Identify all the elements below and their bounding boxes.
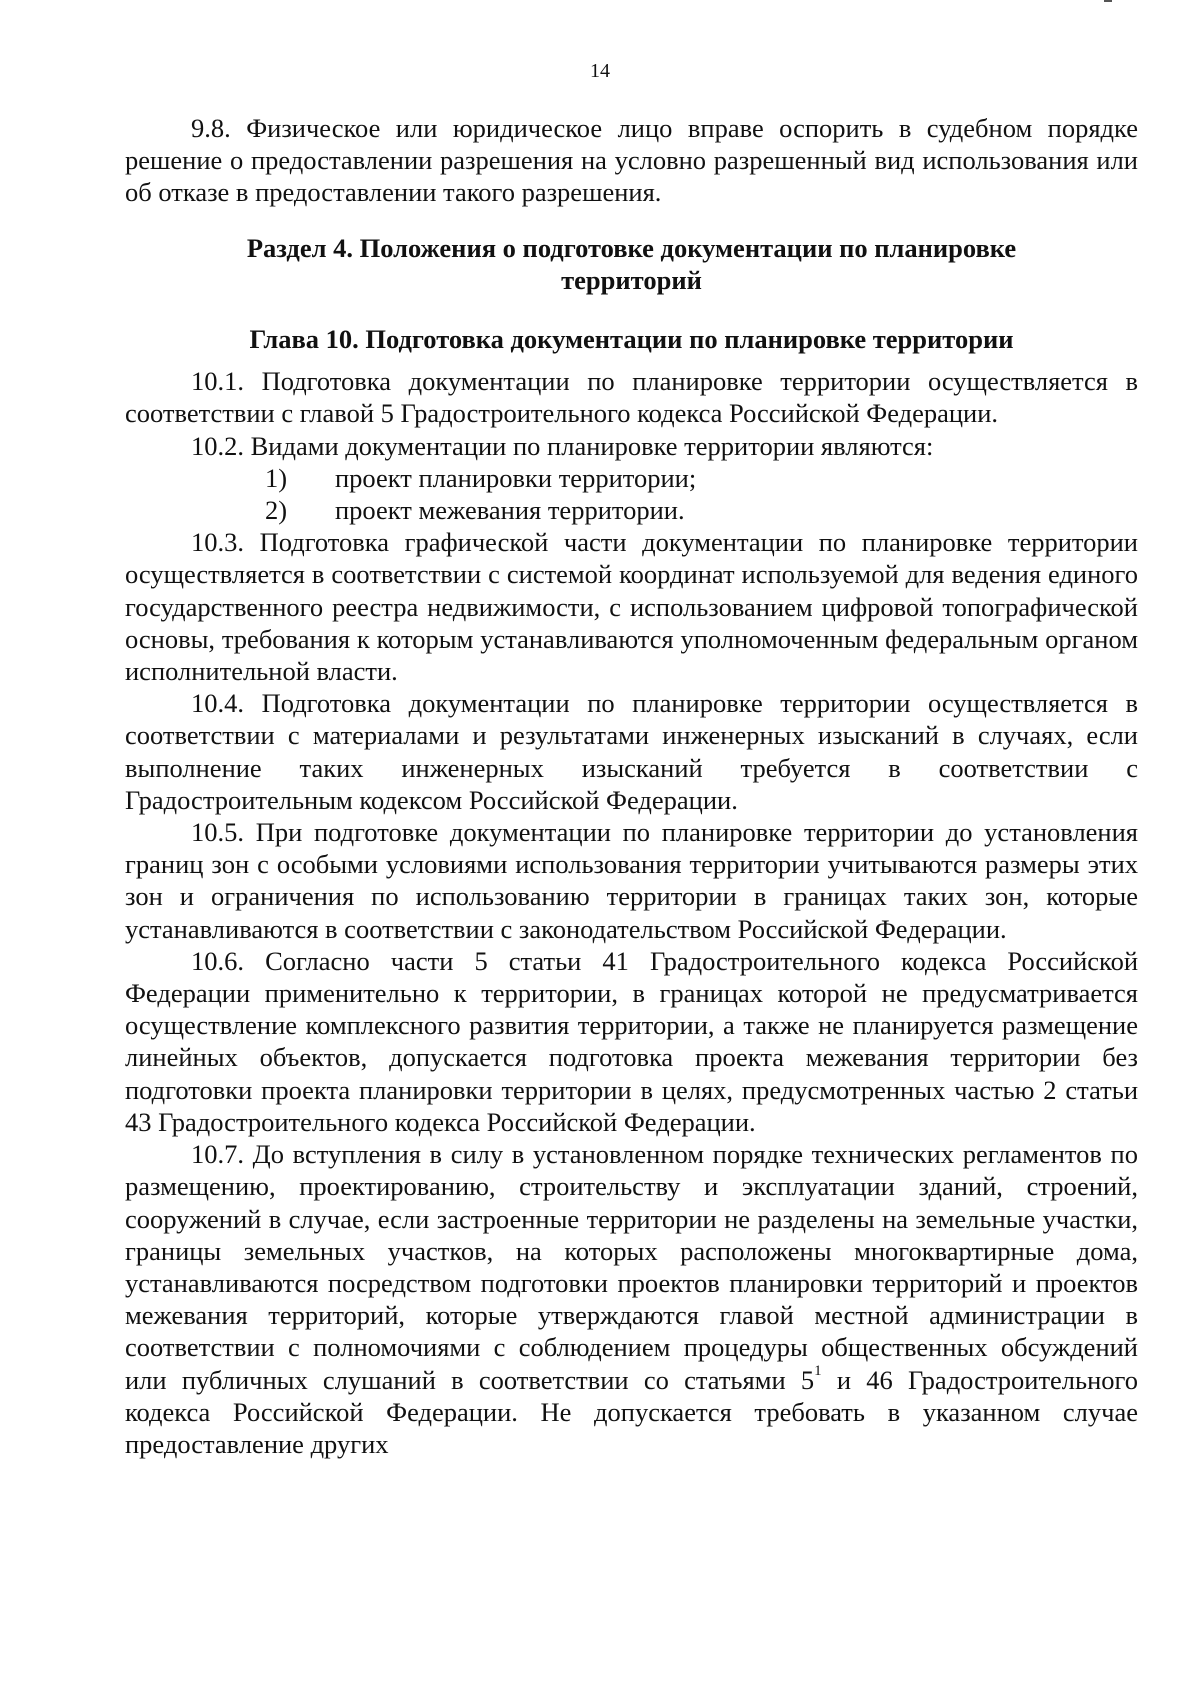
paragraph-10-4: 10.4. Подготовка документации по планировке территории осуществляется в соответствии с материалами и результатами инженерных изысканий в случаях, если выполнение таких инженерных изысканий требуется в соответствии с Градостроительным кодексом Российской Федерации. [125, 688, 1138, 815]
page-number: 14 [590, 60, 610, 82]
paragraph-10-7-continuation: и 46 Градостроительного кодекса Российской Федерации. Не допускается требовать в указанном случае предоставление других [125, 1364, 1138, 1459]
paragraph-10-2: 10.2. Видами документации по планировке территории являются: [191, 430, 934, 461]
scan-artifact [1104, 0, 1112, 2]
section-heading [125, 232, 1138, 296]
list-item-text: проект планировки территории; [335, 462, 697, 493]
paragraph-10-7 [125, 1138, 1138, 1460]
list-item [125, 494, 1138, 526]
list-item-number: 1) [265, 462, 288, 493]
section-heading-line-2: территорий [561, 264, 702, 295]
paragraph-9-8: 9.8. Физическое или юридическое лицо вправе оспорить в судебном порядке решение о предоставлении разрешения на условно разрешенный вид использования или об отказе в предоставлении такого разрешения. [125, 113, 1138, 208]
paragraph-10-5: 10.5. При подготовке документации по планировке территории до установления границ зон с особыми условиями использования территории учитываются размеры этих зон и ограничения по использованию территории в границах таких зон, которые устанавливаются в соответствии с законодательством Российской Федерации. [125, 817, 1138, 944]
list-item-number: 2) [265, 495, 288, 526]
paragraph-10-7-text: 10.7. До вступления в силу в установленном порядке технических регламентов по размещению, проектированию, строительству и эксплуатации зданий, строений, сооружений в случае, если застроенные территории не разделены на земельные участки, границы земельных участков, на которых расположены многоквартирные дома, устанавливаются посредством подготовки проектов планировки территорий и проектов межевания территорий, которые утверждаются главой местной администрации в соответствии с полномочиями с соблюдением процедуры общественных обсуждений или публичных слушаний в соответствии со статьями 5 [125, 1139, 1138, 1395]
paragraph-10-6: 10.6. Согласно части 5 статьи 41 Градостроительного кодекса Российской Федерации применительно к территории, в границах которой не предусматривается осуществление комплексного развития территории, а также не планируется размещение линейных объектов, допускается подготовка проекта межевания территории без подготовки проекта планировки территории в целях, предусмотренных частью 2 статьи 43 Градостроительного кодекса Российской Федерации. [125, 945, 1138, 1137]
list-item [125, 462, 1138, 494]
list-item-text: проект межевания территории. [335, 495, 685, 526]
chapter-heading: Глава 10. Подготовка документации по планировке территории [249, 324, 1014, 355]
document-body [125, 112, 1138, 1460]
paragraph-10-3: 10.3. Подготовка графической части документации по планировке территории осуществляется в соответствии с системой координат используемой для ведения единого государственного реестра недвижимости, с использованием цифровой топографической основы, требования к которым устанавливаются уполномоченным федеральным органом исполнительной власти. [125, 527, 1138, 687]
superscript-index: 1 [814, 1362, 822, 1379]
section-heading-line-1: Раздел 4. Положения о подготовке документации по планировке [246, 232, 1017, 263]
paragraph-10-1: 10.1. Подготовка документации по планировке территории осуществляется в соответствии с главой 5 Градостроительного кодекса Российской Федерации. [125, 366, 1138, 429]
